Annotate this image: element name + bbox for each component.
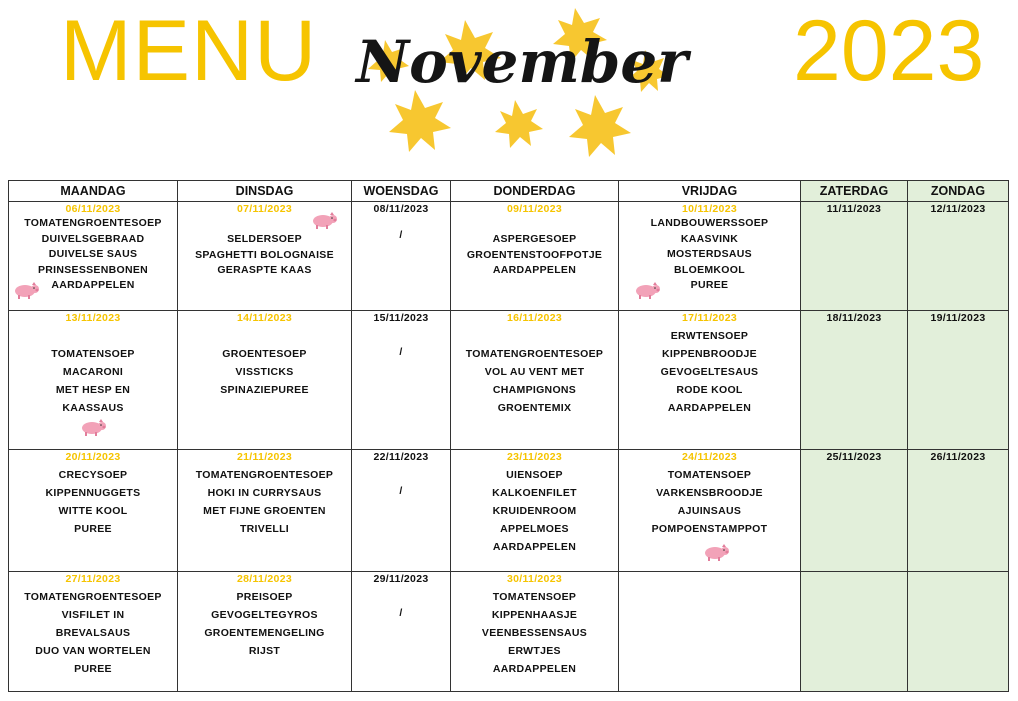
- meal-item: SELDERSOEP: [227, 233, 302, 245]
- day-cell: [178, 311, 352, 450]
- meal-list: [9, 345, 177, 417]
- day-cell: [908, 202, 1009, 311]
- day-cell: [352, 450, 451, 572]
- header-thursday: DONDERDAG: [451, 181, 619, 202]
- meal-item: SPAGHETTI BOLOGNAISE: [195, 248, 334, 261]
- meal-list: [352, 606, 450, 622]
- weekday-header-row: [9, 181, 1009, 202]
- month-title: November: [356, 28, 688, 96]
- meal-item: VISFILET IN: [61, 609, 125, 621]
- day-cell: [9, 572, 178, 692]
- day-cell: [908, 572, 1009, 692]
- day-date: 13/11/2023: [65, 312, 121, 324]
- day-date: 11/11/2023: [826, 203, 882, 215]
- meal-item: RODE KOOL: [676, 384, 743, 396]
- meal-item: TOMATENGROENTESOEP: [465, 348, 604, 360]
- header-sunday: ZONDAG: [908, 181, 1009, 202]
- meal-item: ASPERGESOEP: [492, 233, 577, 245]
- meal-list: [178, 345, 351, 399]
- meal-item: PUREE: [74, 523, 112, 535]
- meal-item: GROENTEMENGELING: [204, 627, 325, 639]
- meal-item: TOMATENSOEP: [51, 348, 135, 360]
- day-date: 22/11/2023: [373, 451, 429, 463]
- day-date: 19/11/2023: [930, 312, 986, 324]
- meal-item: KALKOENFILET: [492, 487, 577, 499]
- pig-icon: [12, 280, 39, 299]
- meal-item: AARDAPPELEN: [667, 402, 752, 414]
- day-cell: [451, 202, 619, 311]
- header-tuesday: DINSDAG: [178, 181, 352, 202]
- meal-item: APPELMOES: [500, 523, 569, 535]
- meal-list: [352, 484, 450, 500]
- day-cell: [352, 311, 451, 450]
- day-cell: [619, 572, 801, 692]
- meal-item: /: [399, 485, 403, 497]
- meal-list: [9, 588, 177, 678]
- header-wednesday: WOENSDAG: [352, 181, 451, 202]
- meal-item: PUREE: [74, 663, 112, 675]
- meal-item: GEVOGELTEGYROS: [211, 609, 318, 621]
- day-cell: [352, 572, 451, 692]
- day-date: 18/11/2023: [826, 312, 882, 324]
- day-date: 12/11/2023: [930, 203, 986, 215]
- meal-list: [178, 232, 351, 279]
- meal-item: KIPPENNUGGETS: [45, 487, 141, 499]
- meal-item: MET FIJNE GROENTEN: [203, 505, 326, 517]
- day-date: 24/11/2023: [682, 451, 737, 463]
- meal-item: /: [399, 346, 403, 358]
- meal-list: [352, 228, 450, 244]
- meal-list: [619, 466, 800, 538]
- meal-item: UIENSOEP: [506, 469, 563, 481]
- meal-item: POMPOENSTAMPPOT: [651, 523, 768, 535]
- meal-item: DUIVELSE SAUS: [48, 248, 138, 260]
- meal-item: KAASSAUS: [62, 402, 124, 414]
- week-row: [9, 572, 1009, 692]
- meal-item: AJUINSAUS: [677, 505, 742, 517]
- meal-item: KIPPENBROODJE: [662, 348, 757, 360]
- meal-item: TOMATENGROENTESOEP: [195, 469, 334, 481]
- day-date: 29/11/2023: [373, 573, 429, 585]
- day-cell: [451, 572, 619, 692]
- day-cell: [801, 202, 908, 311]
- meal-item: GROENTEMIX: [497, 402, 572, 414]
- day-cell: [451, 311, 619, 450]
- meal-item: DUO VAN WORTELEN: [35, 645, 151, 657]
- meal-item: VEENBESSENSAUS: [481, 627, 588, 639]
- pig-icon: [702, 542, 729, 561]
- meal-item: TOMATENGROENTESOEP: [24, 591, 162, 603]
- meal-item: AARDAPPELEN: [492, 663, 577, 675]
- day-date: 23/11/2023: [507, 451, 562, 463]
- meal-item: SPINAZIEPUREE: [220, 384, 309, 396]
- meal-item: LANDBOUWERSSOEP: [650, 217, 769, 229]
- day-date: 28/11/2023: [237, 573, 292, 585]
- day-date: 15/11/2023: [373, 312, 429, 324]
- meal-item: KAASVINK: [680, 232, 739, 245]
- month-banner: [345, 0, 699, 172]
- meal-item: PREISOEP: [236, 591, 293, 603]
- meal-item: WITTE KOOL: [58, 505, 128, 517]
- day-cell: [178, 450, 352, 572]
- pig-icon: [79, 417, 106, 436]
- meal-item: HOKI IN CURRYSAUS: [207, 487, 322, 499]
- meal-item: DUIVELSGEBRAAD: [41, 232, 145, 245]
- meal-item: BLOEMKOOL: [674, 263, 745, 276]
- day-date: 17/11/2023: [682, 312, 737, 324]
- day-date: 06/11/2023: [65, 203, 121, 215]
- day-cell: [619, 311, 801, 450]
- day-cell: [178, 572, 352, 692]
- meal-item: MOSTERDSAUS: [667, 248, 752, 260]
- week-row: [9, 450, 1009, 572]
- meal-list: [451, 232, 618, 279]
- day-cell: [178, 202, 352, 311]
- meal-list: [451, 466, 618, 556]
- meal-item: GROENTENSTOOFPOTJE: [466, 248, 603, 261]
- meal-list: [451, 588, 618, 678]
- day-date: 27/11/2023: [65, 573, 121, 585]
- meal-item: VOL AU VENT MET: [484, 366, 585, 378]
- meal-item: AARDAPPELEN: [51, 279, 135, 291]
- meal-list: [178, 588, 351, 660]
- day-date: 20/11/2023: [65, 451, 121, 463]
- day-date: 16/11/2023: [507, 312, 562, 324]
- meal-item: MET HESP EN: [55, 384, 131, 396]
- day-cell: [451, 450, 619, 572]
- day-cell: [9, 311, 178, 450]
- day-date: 25/11/2023: [826, 451, 882, 463]
- week-row: [9, 311, 1009, 450]
- meal-item: AARDAPPELEN: [492, 264, 577, 276]
- day-cell: [619, 202, 801, 311]
- meal-list: [9, 466, 177, 538]
- meal-item: MACARONI: [62, 366, 124, 378]
- meal-item: /: [399, 607, 403, 619]
- meal-list: [451, 345, 618, 417]
- meal-item: TOMATENSOEP: [492, 591, 577, 603]
- day-cell: [9, 202, 178, 311]
- meal-item: VARKENSBROODJE: [656, 487, 763, 499]
- meal-item: GEVOGELTESAUS: [660, 366, 759, 378]
- menu-calendar: [8, 180, 1009, 692]
- meal-item: KIPPENHAASJE: [491, 609, 578, 621]
- day-date: 21/11/2023: [237, 451, 292, 463]
- meal-item: CHAMPIGNONS: [492, 384, 577, 396]
- day-date: 30/11/2023: [507, 573, 562, 585]
- day-date: 07/11/2023: [237, 203, 292, 215]
- header-saturday: ZATERDAG: [801, 181, 908, 202]
- meal-item: ERWTJES: [508, 645, 561, 657]
- meal-list: [619, 327, 800, 417]
- week-row: [9, 202, 1009, 311]
- meal-item: TOMATENGROENTESOEP: [24, 217, 162, 229]
- meal-list: [178, 466, 351, 538]
- day-cell: [352, 202, 451, 311]
- meal-item: TOMATENSOEP: [667, 469, 752, 481]
- day-date: 09/11/2023: [507, 203, 562, 215]
- meal-item: KRUIDENROOM: [492, 505, 577, 517]
- meal-item: ERWTENSOEP: [670, 330, 749, 342]
- day-cell: [619, 450, 801, 572]
- meal-item: TRIVELLI: [239, 523, 290, 535]
- day-date: 08/11/2023: [373, 203, 429, 215]
- day-cell: [908, 450, 1009, 572]
- meal-item: CRECYSOEP: [58, 469, 128, 481]
- day-cell: [801, 311, 908, 450]
- header-monday: MAANDAG: [9, 181, 178, 202]
- pig-icon: [310, 210, 337, 229]
- menu-title: MENU: [60, 3, 318, 99]
- year-title: 2023: [793, 3, 985, 99]
- meal-item: PUREE: [690, 279, 729, 291]
- header-friday: VRIJDAG: [619, 181, 801, 202]
- day-cell: [908, 311, 1009, 450]
- meal-item: /: [399, 229, 403, 241]
- meal-list: [352, 345, 450, 361]
- meal-item: VISSTICKS: [235, 366, 294, 378]
- meal-item: RIJST: [248, 645, 281, 657]
- day-cell: [9, 450, 178, 572]
- meal-item: BREVALSAUS: [55, 627, 131, 639]
- meal-item: GERASPTE KAAS: [217, 264, 312, 276]
- meal-item: AARDAPPELEN: [492, 541, 577, 553]
- day-cell: [801, 572, 908, 692]
- day-date: 14/11/2023: [237, 312, 292, 324]
- meal-item: PRINSESSENBONEN: [37, 263, 149, 276]
- pig-icon: [633, 280, 660, 299]
- meal-item: GROENTESOEP: [222, 348, 307, 360]
- day-date: 10/11/2023: [682, 203, 737, 215]
- day-cell: [801, 450, 908, 572]
- day-date: 26/11/2023: [930, 451, 986, 463]
